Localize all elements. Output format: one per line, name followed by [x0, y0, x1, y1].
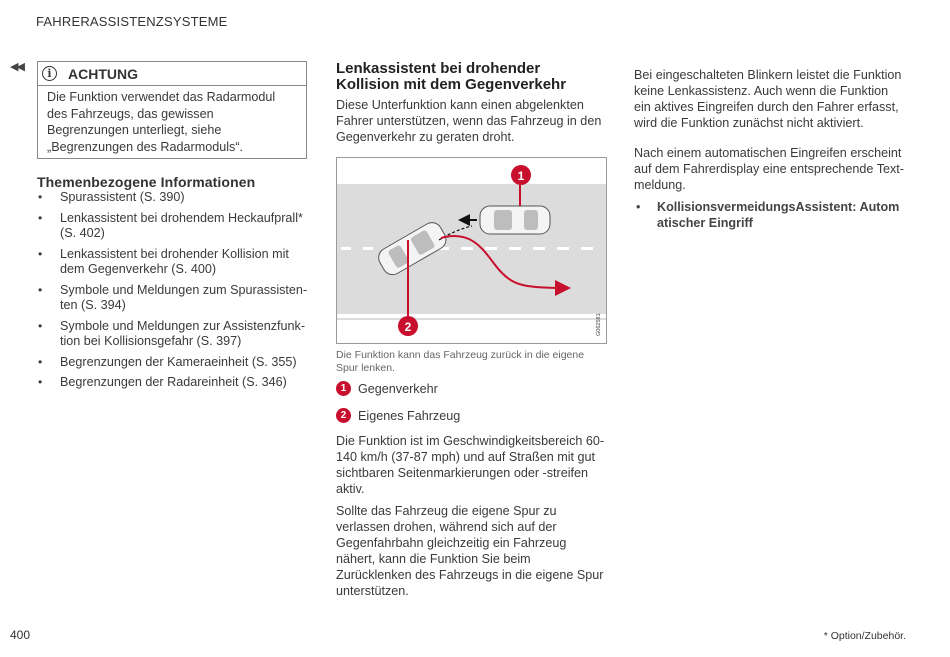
related-link[interactable]: • Begrenzungen der Kameraeinheit (S. 355) — [37, 355, 309, 371]
warning-box — [37, 61, 307, 159]
figure-caption: Die Funktion kann das Fahrzeug zurück in die eigene Spur lenken. — [336, 349, 585, 374]
related-link[interactable]: • Lenkassistent bei drohender Kollision mit dem Gegenverkehr (S. 400) — [37, 247, 309, 278]
related-link[interactable]: • Spurassistent (S. 390) — [37, 190, 309, 206]
road-edge-bottom — [337, 314, 606, 318]
legend-label: Eigenes Fahrzeug — [358, 408, 461, 423]
related-link[interactable]: • Symbole und Meldungen zum Spurassistenten (S. 394) — [37, 283, 309, 314]
back-chevron-icon[interactable]: ◀◀ — [10, 61, 23, 73]
road-diagram — [337, 158, 606, 343]
paragraph-steering-support: Sollte das Fahrzeug die eigene Spur zu verlassen drohen, während sich auf der Gegenfahrbahn gleichzeitig ein Fahrzeug nähert, kann die Funktion Sie beim Zurücklenken des Fahrzeugs in die eigene Spur unterstützen. — [336, 504, 604, 598]
info-icon: i — [42, 66, 57, 81]
related-link[interactable]: • Symbole und Meldungen zur Assistenzfunktion bei Kollisionsgefahr (S. 397) — [37, 319, 309, 350]
warning-header — [38, 62, 306, 86]
road-edge-top — [337, 180, 606, 184]
figure-code: G062581 — [596, 313, 602, 336]
related-heading: Themenbezogene Informationen — [37, 174, 256, 190]
warning-text: Die Funktion verwendet das Radarmodul des Fahrzeugs, das gewissen Begrenzungen unterliegt, siehe „Begrenzungen des Radarmoduls“. — [47, 90, 276, 154]
legend-item-1 — [336, 381, 438, 396]
marker-1-label: 1 — [517, 169, 525, 183]
legend-label: Gegenverkehr — [358, 381, 438, 396]
warning-title: ACHTUNG — [68, 65, 138, 82]
related-link[interactable]: • Begrenzungen der Radareinheit (S. 346) — [37, 375, 309, 391]
related-link-collision-avoidance[interactable]: • KollisionsvermeidungsAssistent: Autom atischer Eingriff — [634, 199, 906, 231]
marker-2-label: 2 — [404, 320, 412, 334]
paragraph-driver-display: Nach einem automatischen Eingreifen erscheint auf dem Fahrerdisplay eine entsprechende Textmeldung. — [634, 146, 904, 192]
related-link[interactable]: • Lenkassistent bei drohendem Heckaufprall* (S. 402) — [37, 211, 309, 242]
related-list — [37, 190, 309, 396]
legend-item-2 — [336, 408, 460, 423]
oncoming-car — [480, 206, 550, 234]
paragraph-speed-range: Die Funktion ist im Geschwindigkeitsbereich 60-140 km/h (37-87 mph) und auf Straßen mit gut sichtbaren Seitenmarkierungen oder -streifen aktiv. — [336, 434, 605, 496]
paragraph-turn-signal: Bei eingeschalteten Blinkern leistet die Funktion keine Lenkassistenz. Auch wenn die Funktion ein aktives Eingreifen durch den Fahrer erfasst, wird die Funktion zunächst nicht aktiviert. — [634, 68, 902, 130]
oncoming-traffic-illustration — [336, 157, 607, 344]
page-header: FAHRERASSISTENZSYSTEME — [36, 14, 228, 29]
footnote: * Option/Zubehör. — [823, 630, 906, 642]
section-intro: Diese Unterfunktion kann einen abgelenkten Fahrer unterstützen, wenn das Fahrzeug in den Gegenverkehr zu geraten droht. — [336, 98, 602, 144]
page-number: 400 — [10, 628, 31, 642]
section-title: Lenkassistent bei drohender Kollision mit dem Gegenverkehr — [336, 60, 567, 93]
legend-marker-2: 2 — [336, 408, 351, 423]
legend-marker-1: 1 — [336, 381, 351, 396]
